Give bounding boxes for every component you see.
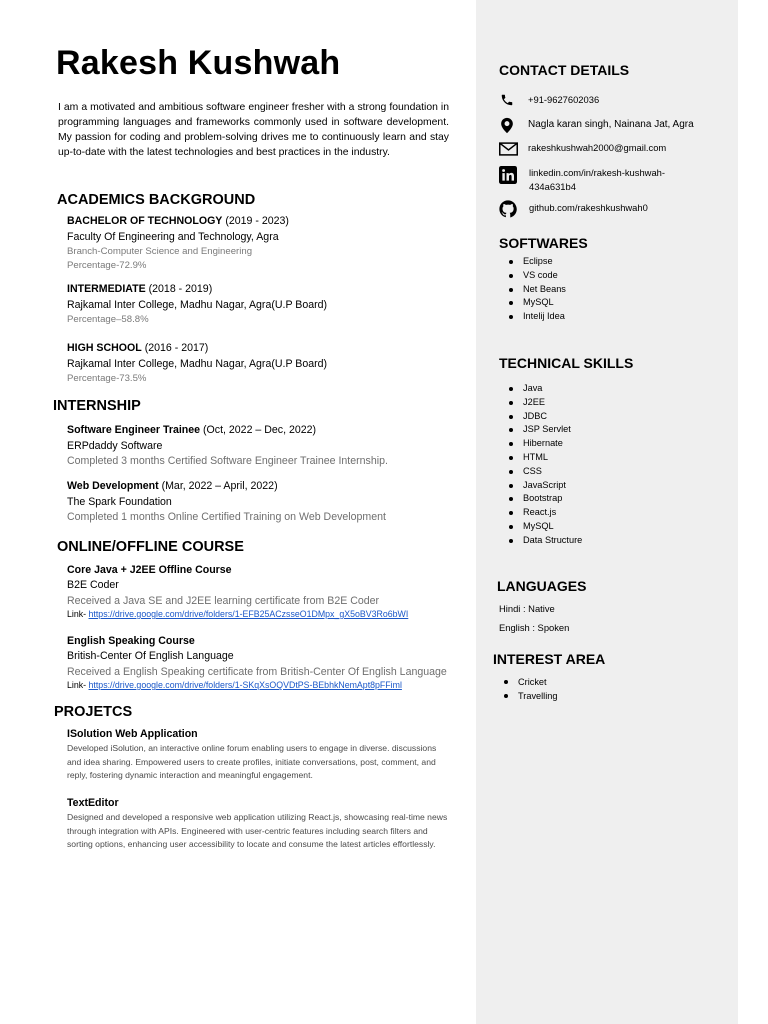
- certificate-link[interactable]: https://drive.google.com/drive/folders/1-SKqXsOQVDtPS-BEbhkNemApt8pFFiml: [88, 680, 402, 690]
- location-pin-icon: [499, 116, 515, 134]
- company-name: The Spark Foundation: [67, 496, 172, 508]
- list-item: Bootstrap: [508, 492, 582, 506]
- project-title: ISolution Web Application: [67, 728, 198, 740]
- degree-title: INTERMEDIATE: [67, 283, 146, 295]
- education-entry: [67, 283, 327, 325]
- list-item: J2EE: [508, 396, 582, 410]
- courses-heading: ONLINE/OFFLINE COURSE: [57, 539, 244, 555]
- branch-text: Branch-Computer Science and Engineering: [67, 246, 253, 257]
- role-dates: (Mar, 2022 – April, 2022): [158, 480, 278, 492]
- interests-heading: INTEREST AREA: [493, 651, 606, 667]
- course-note: Received a English Speaking certificate from British-Center Of English Language: [67, 666, 447, 678]
- list-item: React.js: [508, 506, 582, 520]
- list-item: HTML: [508, 451, 582, 465]
- internship-entry: [67, 480, 386, 523]
- degree-years: (2018 - 2019): [145, 283, 213, 295]
- projects-heading: PROJETCS: [54, 704, 133, 720]
- summary-paragraph: I am a motivated and ambitious software engineer fresher with a strong foundation in programming languages and frameworks commonly used in software development. My passion for coding and problem-solving drives me to continuously learn and stay up-to-date with the latest technologies and best practices in the industry.: [58, 102, 449, 158]
- list-item: Java: [508, 382, 582, 396]
- linkedin-icon: [499, 166, 517, 184]
- percentage-text: Percentage-73.5%: [67, 373, 147, 384]
- institute-name: Rajkamal Inter College, Madhu Nagar, Agra(U.P Board): [67, 299, 328, 311]
- course-entry: [67, 635, 447, 690]
- github-icon: [499, 200, 517, 218]
- company-name: ERPdaddy Software: [67, 440, 163, 452]
- course-provider: British-Center Of English Language: [67, 650, 234, 662]
- project-title: TextEditor: [67, 797, 119, 809]
- linkedin-text[interactable]: [529, 166, 665, 194]
- project-entry: [67, 797, 452, 852]
- degree-title: BACHELOR OF TECHNOLOGY: [67, 215, 223, 227]
- candidate-name: Rakesh Kushwah: [56, 44, 341, 82]
- contact-heading: CONTACT DETAILS: [499, 62, 630, 78]
- list-item: Intelij Idea: [508, 310, 566, 324]
- list-item: JDBC: [508, 410, 582, 424]
- list-item: Cricket: [503, 675, 558, 689]
- course-entry: [67, 564, 408, 619]
- percentage-text: Percentage–58.8%: [67, 314, 149, 325]
- language-hindi: Hindi : Native: [499, 603, 555, 614]
- percentage-text: Percentage-72.9%: [67, 260, 147, 271]
- list-item: Hibernate: [508, 437, 582, 451]
- degree-years: (2019 - 2023): [222, 215, 289, 227]
- list-item: Data Structure: [508, 534, 582, 548]
- project-description: Designed and developed a responsive web application utilizing React.js, showcasing real-time news through integration with APIs. Engineered with user-centric features including search filters and sorting options, enhancing user accessibility to locate and consume the latest articles effortlessly.: [67, 812, 448, 850]
- role-title: Web Development: [67, 480, 159, 492]
- github-text[interactable]: github.com/rakeshkushwah0: [529, 202, 648, 213]
- role-dates: (Oct, 2022 – Dec, 2022): [200, 424, 317, 436]
- phone-number: +91-9627602036: [528, 94, 600, 105]
- skills-list: [508, 382, 582, 548]
- link-label: Link-: [67, 680, 89, 690]
- course-note: Received a Java SE and J2EE learning certificate from B2E Coder: [67, 595, 380, 607]
- internship-entry: [67, 424, 388, 467]
- list-item: Eclipse: [508, 255, 566, 269]
- course-provider: B2E Coder: [67, 579, 119, 591]
- certificate-link[interactable]: https://drive.google.com/drive/folders/1-EFB25ACzsseO1DMpx_gX5oBV3Ro6bWI: [88, 609, 409, 619]
- list-item: Net Beans: [508, 283, 566, 297]
- degree-title: HIGH SCHOOL: [67, 342, 142, 354]
- project-entry: [67, 728, 452, 783]
- list-item: JavaScript: [508, 479, 582, 493]
- language-english: English : Spoken: [499, 622, 570, 633]
- education-entry: [67, 342, 327, 384]
- list-item: VS code: [508, 269, 566, 283]
- role-title: Software Engineer Trainee: [67, 424, 201, 436]
- list-item: JSP Servlet: [508, 423, 582, 437]
- internship-heading: INTERNSHIP: [53, 398, 141, 414]
- course-title: Core Java + J2EE Offline Course: [67, 564, 232, 576]
- link-label: Link-: [67, 609, 89, 619]
- phone-icon: [499, 92, 515, 108]
- linkedin-line-1: linkedin.com/in/rakesh-kushwah-: [529, 167, 665, 178]
- institute-name: Rajkamal Inter College, Madhu Nagar, Agra(U.P Board): [67, 358, 328, 370]
- softwares-list: [508, 255, 566, 324]
- course-title: English Speaking Course: [67, 635, 195, 647]
- internship-note: Completed 3 months Certified Software Engineer Trainee Internship.: [67, 455, 388, 467]
- list-item: Travelling: [503, 689, 558, 703]
- languages-heading: LANGUAGES: [497, 578, 587, 594]
- address-text: Nagla karan singh, Nainana Jat, Agra: [528, 119, 694, 130]
- education-entry: [67, 215, 289, 271]
- academics-heading: ACADEMICS BACKGROUND: [57, 192, 256, 208]
- skills-heading: TECHNICAL SKILLS: [499, 355, 634, 371]
- list-item: CSS: [508, 465, 582, 479]
- project-description: Developed iSolution, an interactive online forum enabling users to engage in diverse. discussions and idea sharing. Empowered users to create profiles, initiate conversations, post, comment, and reply, fostering dynamic interaction and meaningful engagement.: [67, 743, 437, 781]
- list-item: MySQL: [508, 520, 582, 534]
- mail-icon: [498, 141, 518, 156]
- interests-list: [503, 675, 558, 703]
- institute-name: Faculty Of Engineering and Technology, Agra: [67, 231, 279, 243]
- degree-years: (2016 - 2017): [141, 342, 209, 354]
- email-text[interactable]: rakeshkushwah2000@gmail.com: [528, 142, 667, 153]
- list-item: MySQL: [508, 296, 566, 310]
- softwares-heading: SOFTWARES: [499, 235, 588, 251]
- internship-note: Completed 1 months Online Certified Training on Web Development: [67, 511, 386, 523]
- linkedin-line-2: 434a631b4: [529, 181, 576, 192]
